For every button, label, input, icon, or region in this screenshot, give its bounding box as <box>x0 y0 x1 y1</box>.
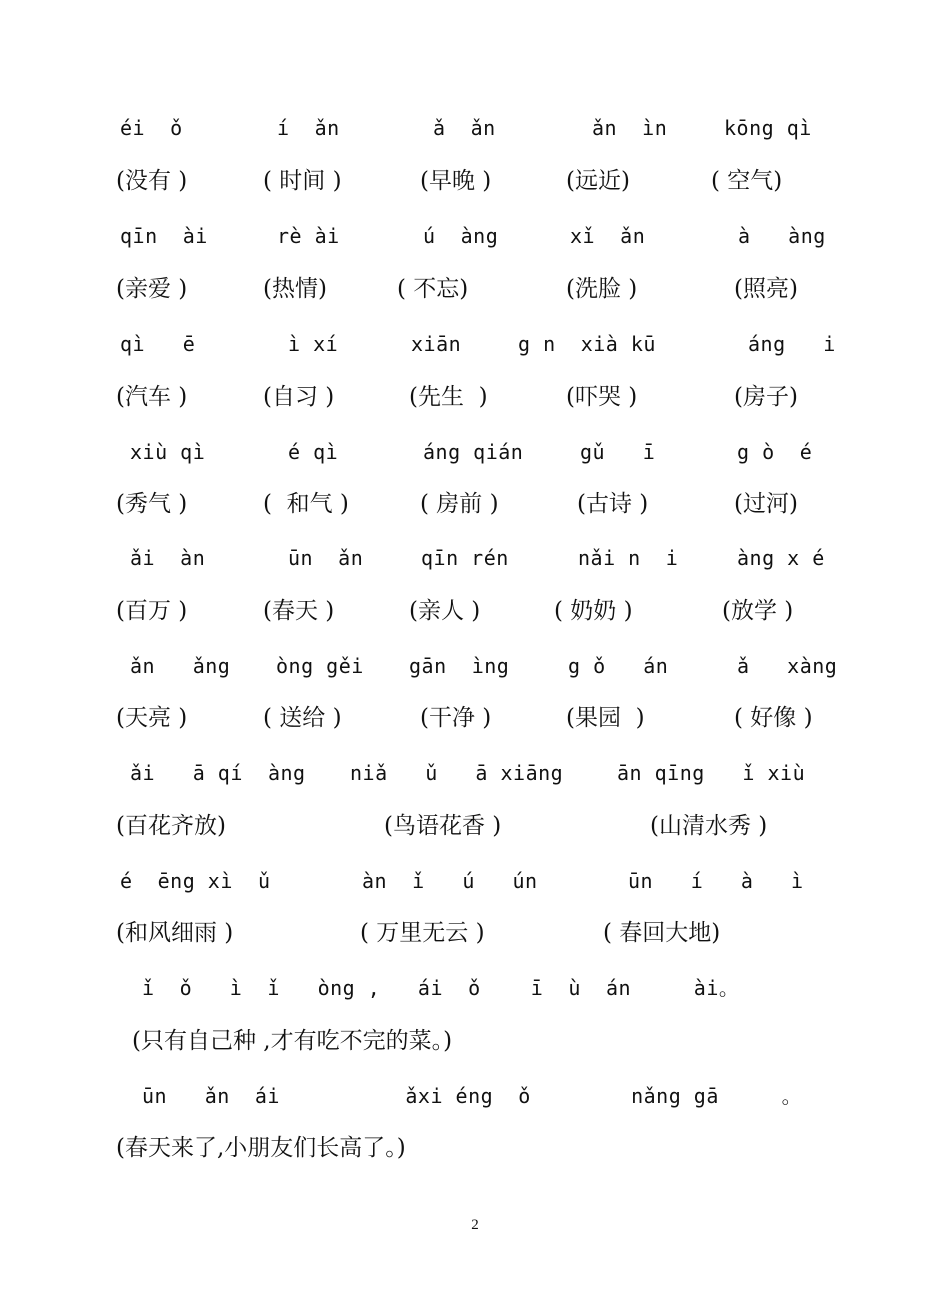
pinyin-cell: kōng qì <box>724 116 812 140</box>
pinyin-cell: éi ǒ <box>120 116 183 140</box>
word-cell: ( 奶奶 ) <box>554 598 633 624</box>
idiom-word-row-1 <box>0 815 950 855</box>
idiom-cell: ( 春回大地) <box>603 920 721 946</box>
pinyin-cell: qīn rén <box>421 546 509 570</box>
pinyin-cell: niǎ ǔ ā xiāng <box>350 761 564 785</box>
pinyin-cell: ān qīng ǐ xiù <box>617 761 806 785</box>
word-cell: ( 不忘) <box>397 276 469 302</box>
word-cell: ( 时间 ) <box>263 168 342 194</box>
word-row-5 <box>0 600 950 640</box>
word-cell: (放学 ) <box>722 598 794 624</box>
idiom-cell: (和风细雨 ) <box>116 920 234 946</box>
word-cell: (照亮) <box>734 276 798 302</box>
word-cell: (亲爱 ) <box>116 276 188 302</box>
word-cell: (过河) <box>734 491 798 517</box>
sentence-pinyin: ūn ǎn ái ǎxi éng ǒ nǎng gā 。 <box>142 1084 803 1108</box>
word-cell: ( 空气) <box>711 168 783 194</box>
word-cell: (果园 ) <box>566 705 645 731</box>
pinyin-row-6 <box>0 656 950 696</box>
pinyin-cell: ǎ xàng <box>737 654 838 678</box>
word-cell: (干净 ) <box>420 705 492 731</box>
pinyin-cell: í ǎn <box>277 116 340 140</box>
word-cell: (自习 ) <box>263 384 335 410</box>
word-row-3 <box>0 386 950 426</box>
pinyin-cell: ǎn ìn <box>592 116 668 140</box>
pinyin-cell: gǔ ī <box>580 440 656 464</box>
pinyin-cell: xǐ ǎn <box>570 224 646 248</box>
idiom-cell: ( 万里无云 ) <box>360 920 485 946</box>
pinyin-cell: qīn ài <box>120 224 208 248</box>
sentence-text-2 <box>0 1137 950 1177</box>
sentence-pinyin-2 <box>0 1086 950 1126</box>
word-row-1 <box>0 170 950 210</box>
word-cell: ( 房前 ) <box>420 491 499 517</box>
pinyin-cell: g ǒ án <box>568 654 669 678</box>
word-cell: (洗脸 ) <box>566 276 638 302</box>
idiom-word-row-2 <box>0 922 950 962</box>
word-cell: (秀气 ) <box>116 491 188 517</box>
word-cell: ( 好像 ) <box>734 705 813 731</box>
pinyin-cell: áng i <box>748 332 836 356</box>
idiom-pinyin-row-1 <box>0 763 950 803</box>
pinyin-row-3 <box>0 334 950 374</box>
pinyin-cell: áng qián <box>423 440 524 464</box>
pinyin-cell: xiù qì <box>130 440 206 464</box>
word-row-2 <box>0 278 950 318</box>
word-cell: (远近) <box>566 168 630 194</box>
word-cell: (房子) <box>734 384 798 410</box>
pinyin-row-2 <box>0 226 950 266</box>
sentence-text-1 <box>0 1030 950 1070</box>
sentence-pinyin: ǐ ǒ ì ǐ òng , ái ǒ ī ù án ài。 <box>142 976 740 1000</box>
pinyin-cell: nǎi n i <box>578 546 679 570</box>
word-cell: ( 和气 ) <box>263 491 349 517</box>
word-cell: (亲人 ) <box>409 598 481 624</box>
sentence-text: (只有自己种 ,才有吃不完的菜。) <box>132 1028 453 1054</box>
pinyin-cell: àng x é <box>737 546 825 570</box>
pinyin-cell: ūn í à ì <box>628 869 804 893</box>
idiom-cell: (鸟语花香 ) <box>384 813 502 839</box>
sentence-pinyin-1 <box>0 978 950 1018</box>
pinyin-cell: qì ē <box>120 332 196 356</box>
pinyin-cell: g n xià kū <box>518 332 656 356</box>
word-cell: (吓哭 ) <box>566 384 638 410</box>
pinyin-row-5 <box>0 548 950 588</box>
word-row-4 <box>0 493 950 533</box>
pinyin-row-4 <box>0 442 950 482</box>
pinyin-cell: g ò é <box>737 440 813 464</box>
idiom-cell: (山清水秀 ) <box>650 813 768 839</box>
pinyin-cell: gān ìng <box>409 654 510 678</box>
pinyin-cell: à àng <box>738 224 826 248</box>
word-cell: (百万 ) <box>116 598 188 624</box>
pinyin-cell: òng gěi <box>276 654 364 678</box>
word-cell: (古诗 ) <box>577 491 649 517</box>
word-cell: (汽车 ) <box>116 384 188 410</box>
pinyin-cell: ǎ ǎn <box>433 116 496 140</box>
pinyin-cell: rè ài <box>277 224 340 248</box>
pinyin-cell: ǎi ā qí àng <box>130 761 306 785</box>
word-cell: (没有 ) <box>116 168 188 194</box>
pinyin-cell: é ēng xì ǔ <box>120 869 271 893</box>
word-cell: ( 送给 ) <box>263 705 342 731</box>
idiom-cell: (百花齐放) <box>116 813 226 839</box>
word-row-6 <box>0 707 950 747</box>
pinyin-cell: ì xí <box>288 332 339 356</box>
idiom-pinyin-row-2 <box>0 871 950 911</box>
pinyin-cell: ǎi àn <box>130 546 206 570</box>
sentence-text: (春天来了,小朋友们长高了。) <box>116 1135 406 1161</box>
word-cell: (天亮 ) <box>116 705 188 731</box>
word-cell: (早晚 ) <box>420 168 492 194</box>
pinyin-cell: àn ǐ ú ún <box>362 869 538 893</box>
page-number: 2 <box>471 1217 479 1233</box>
word-cell: (先生 ) <box>409 384 488 410</box>
pinyin-cell: xiān <box>411 332 462 356</box>
pinyin-row-1 <box>0 118 950 158</box>
word-cell: (春天 ) <box>263 598 335 624</box>
word-cell: (热情) <box>263 276 327 302</box>
pinyin-cell: é qì <box>288 440 339 464</box>
pinyin-cell: ǎn ǎng <box>130 654 231 678</box>
pinyin-cell: ú àng <box>423 224 499 248</box>
pinyin-cell: ūn ǎn <box>288 546 364 570</box>
